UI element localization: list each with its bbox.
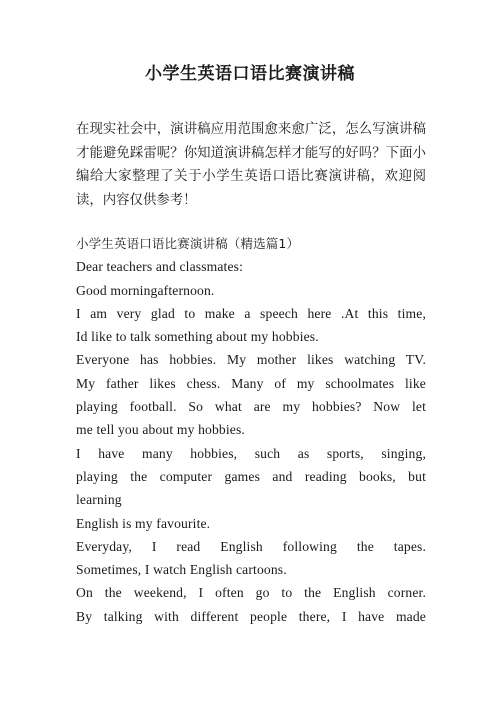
- section-heading: 小学生英语口语比赛演讲稿（精选篇1）: [76, 236, 300, 251]
- text-line: By talking with different people there, I have made: [76, 608, 426, 624]
- text-line: learning: [76, 492, 122, 508]
- speech-body: [76, 232, 426, 628]
- text-line: Everyday, I read English following the tapes.: [76, 538, 426, 554]
- text-line: Everyone has hobbies. My mother likes watching TV.: [76, 352, 426, 368]
- text-line: Id like to talk something about my hobbies.: [76, 329, 319, 345]
- intro-paragraph: 在现实社会中，演讲稿应用范围愈来愈广泛，怎么写演讲稿才能避免踩雷呢？你知道演讲稿怎样才能写的好吗？下面小编给大家整理了关于小学生英语口语比赛演讲稿，欢迎阅读，内容仅供参考！: [76, 122, 426, 208]
- document-title: 小学生英语口语比赛演讲稿: [145, 64, 355, 84]
- text-line: me tell you about my hobbies.: [76, 422, 245, 438]
- text-line: I am very glad to make a speech here .At this time,: [76, 305, 426, 321]
- text-line: Dear teachers and classmates:: [76, 259, 244, 275]
- text-line: My father likes chess. Many of my schoolmates like: [76, 375, 426, 391]
- text-line: On the weekend, I often go to the English corner.: [76, 585, 426, 601]
- text-line: playing the computer games and reading books, but: [76, 468, 426, 484]
- text-line: Good morningafternoon.: [76, 282, 215, 298]
- text-line: playing football. So what are my hobbies? Now let: [76, 399, 426, 415]
- text-line: Sometimes, I watch English cartoons.: [76, 562, 287, 578]
- text-line: English is my favourite.: [76, 515, 211, 531]
- text-line: I have many hobbies, such as sports, singing,: [76, 445, 426, 461]
